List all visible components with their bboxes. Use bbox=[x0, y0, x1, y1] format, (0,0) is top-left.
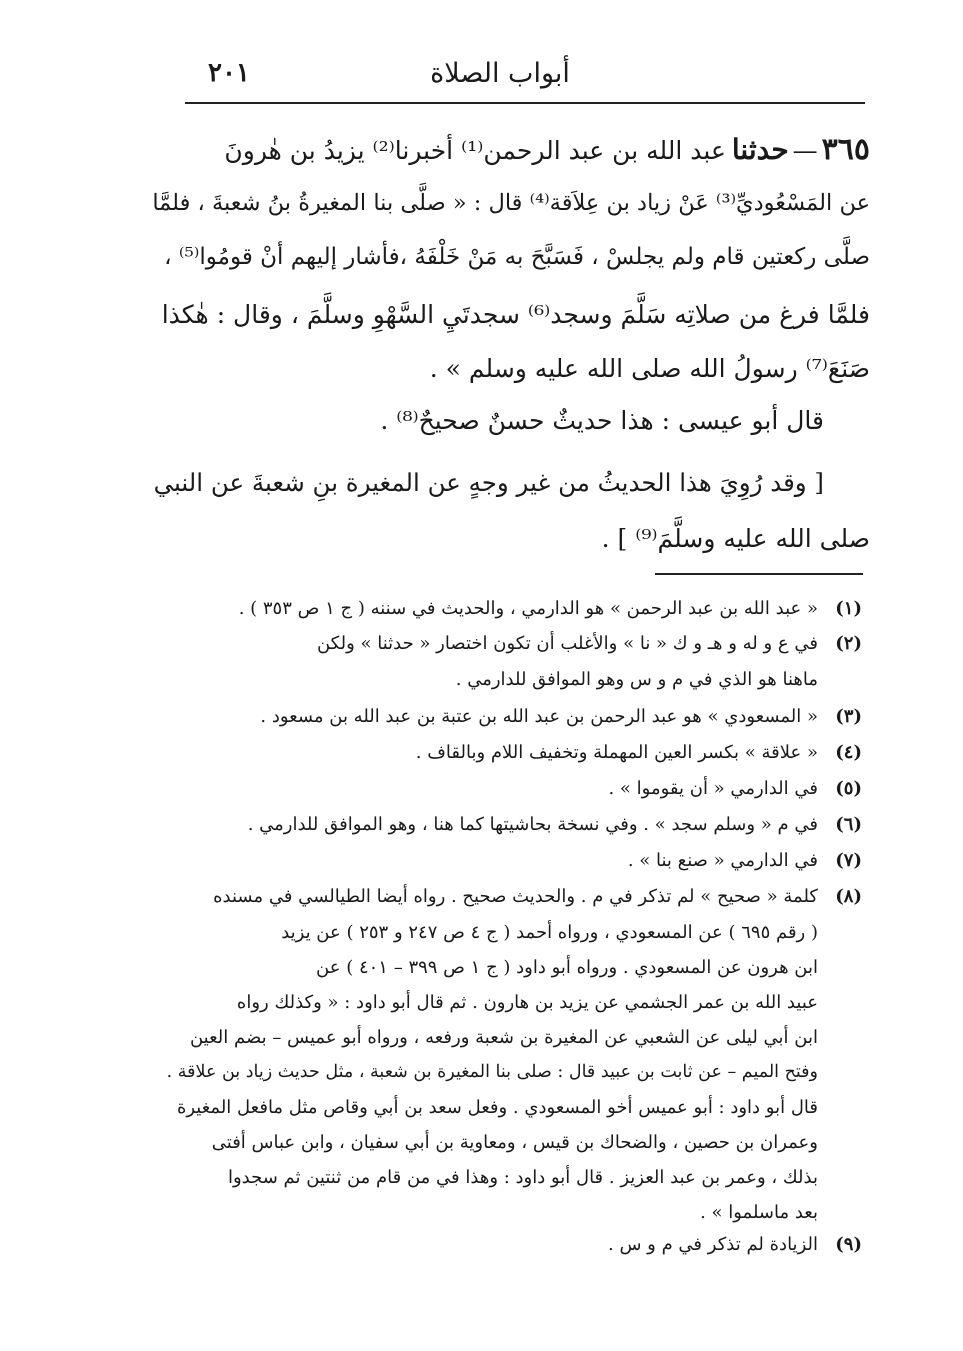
footnote-8-cont: بعد ماسلموا » . bbox=[700, 1202, 818, 1223]
footnote-number: (٤) bbox=[835, 742, 862, 763]
hadith-text: عبد الله بن عبد الرحمن⁽¹⁾ أخبرنا⁽²⁾ يزيدُ بن هٰرونَ bbox=[224, 136, 726, 165]
footnote-text: « علاقة » بكسر العين المهملة وتخفيف اللام وبالقاف . bbox=[415, 742, 818, 763]
footnote-2-cont: ماهنا هو الذي في م و س وهو الموافق للدارمي . bbox=[455, 669, 818, 690]
footnote-8-cont: قال أبو داود : أبو عميس أخو المسعودي . وفعل سعد بن أبي وقاص مثل مافعل المغيرة bbox=[176, 1097, 818, 1118]
footnote-1 bbox=[239, 598, 862, 619]
bracket-note-line-2: صلى الله عليه وسلَّمَ⁽⁹⁾ ] . bbox=[601, 524, 870, 553]
footnote-text: « المسعودي » هو عبد الرحمن بن عبد الله بن عتبة بن عبد الله بن مسعود . bbox=[260, 706, 818, 727]
footnote-number: (٧) bbox=[835, 850, 862, 871]
footnote-8-cont: عبيد الله بن عمر الجشمي عن يزيد بن هارون . ثم قال أبو داود : « وكذلك رواه bbox=[236, 992, 818, 1013]
hadith-line-2: عن المَسْعُوديِّ⁽³⁾ عَنْ زياد بن عِلاَقة⁽⁴⁾ قال : « صلَّى بنا المغيرةُ بنُ شعبةَ ، فلمَّا bbox=[152, 190, 870, 216]
footnote-8 bbox=[213, 886, 862, 907]
footnote-number: (٩) bbox=[835, 1234, 862, 1255]
footnote-8-cont: وفتح الميم – عن ثابت بن عبيد قال : صلى بنا المغيرة بن شعبة ، مثل حديث زياد بن علاقة . bbox=[166, 1062, 818, 1082]
footnote-number: (٦) bbox=[835, 814, 862, 835]
page-number: ٢٠١ bbox=[208, 58, 250, 88]
footnote-number: (١) bbox=[835, 598, 862, 619]
hadith-opening-word: حدثنا bbox=[731, 133, 789, 166]
header-rule bbox=[185, 102, 865, 104]
footnote-8-cont: ( رقم ٦٩٥ ) عن المسعودي ، ورواه أحمد ( ج ٤ ص ٢٤٧ و ٢٥٣ ) عن يزيد bbox=[281, 922, 818, 943]
footnote-rule bbox=[655, 573, 863, 575]
footnote-text: الزيادة لم تذكر في م و س . bbox=[608, 1234, 818, 1255]
footnote-text: كلمة « صحيح » لم تذكر في م . والحديث صحيح . رواه أيضا الطيالسي في مسنده bbox=[213, 886, 818, 907]
footnote-text: في م « وسلم سجد » . وفي نسخة بحاشيتها كما هنا ، وهو الموافق للدارمي . bbox=[247, 814, 818, 835]
footnote-text: في الدارمي « صنع بنا » . bbox=[627, 850, 818, 871]
footnote-3 bbox=[260, 706, 862, 727]
footnote-text: « عبد الله بن عبد الرحمن » هو الدارمي ، والحديث في سننه ( ج ١ ص ٣٥٣ ) . bbox=[238, 598, 818, 619]
footnote-6 bbox=[248, 814, 862, 835]
footnote-text: في الدارمي « أن يقوموا » . bbox=[608, 778, 818, 799]
footnote-text: في ع و له و هـ و ك « نا » والأغلب أن تكون اختصار « حدثنا » ولكن bbox=[316, 633, 818, 654]
hadith-number: ٣٦٥ bbox=[821, 132, 870, 167]
hadith-line-1: ٣٦٥—حدثناعبد الله بن عبد الرحمن⁽¹⁾ أخبرنا⁽²⁾ يزيدُ بن هٰرونَ bbox=[224, 132, 870, 167]
hadith-line-5: صَنَعَ⁽⁷⁾ رسولُ الله صلى الله عليه وسلم » . bbox=[429, 354, 870, 383]
running-title: أبواب الصلاة bbox=[430, 58, 570, 89]
footnote-number: (٨) bbox=[835, 886, 862, 907]
footnote-5 bbox=[608, 778, 862, 799]
hadith-line-3: صلَّى ركعتين قام ولم يجلسْ ، فَسَبَّحَ به مَنْ خَلْفَهُ ،فأشار إليهم أنْ قومُوا⁽⁵⁾ ، bbox=[164, 244, 870, 270]
footnote-number: (٢) bbox=[835, 633, 862, 654]
footnote-8-cont: ابن هرون عن المسعودي . ورواه أبو داود ( ج ١ ص ٣٩٩ – ٤٠١ ) عن bbox=[316, 957, 818, 978]
footnote-2 bbox=[317, 633, 862, 654]
footnote-number: (٣) bbox=[835, 706, 862, 727]
hadith-line-4: فلمَّا فرغ من صلاتِه سَلَّمَ وسجد⁽⁶⁾ سجدتَيِ السَّهْوِ وسلَّمَ ، وقال : هٰكذا bbox=[161, 300, 870, 329]
footnote-number: (٥) bbox=[835, 778, 862, 799]
bracket-note-line-1: [ وقد رُوِيَ هذا الحديثُ من غير وجهٍ عن المغيرة بنِ شعبةَ عن النبي bbox=[153, 468, 824, 497]
footnote-8-cont: وعمران بن حصين ، والضحاك بن قيس ، ومعاوية بن أبي سفيان ، وابن عباس أفتى bbox=[211, 1132, 818, 1153]
abu-isa-verdict: قال أبو عيسى : هذا حديثٌ حسنٌ صحيحٌ⁽⁸⁾ . bbox=[380, 406, 824, 435]
footnote-9 bbox=[608, 1234, 862, 1255]
footnote-7 bbox=[628, 850, 862, 871]
footnote-4 bbox=[416, 742, 862, 763]
footnote-8-cont: بذلك ، وعمر بن عبد العزيز . قال أبو داود : وهذا في من قام من ثنتين ثم سجدوا bbox=[227, 1167, 818, 1188]
footnote-8-cont: ابن أبي ليلى عن الشعبي عن المغيرة بن شعبة ورفعه ، ورواه أبو عميس – بضم العين bbox=[189, 1027, 818, 1048]
